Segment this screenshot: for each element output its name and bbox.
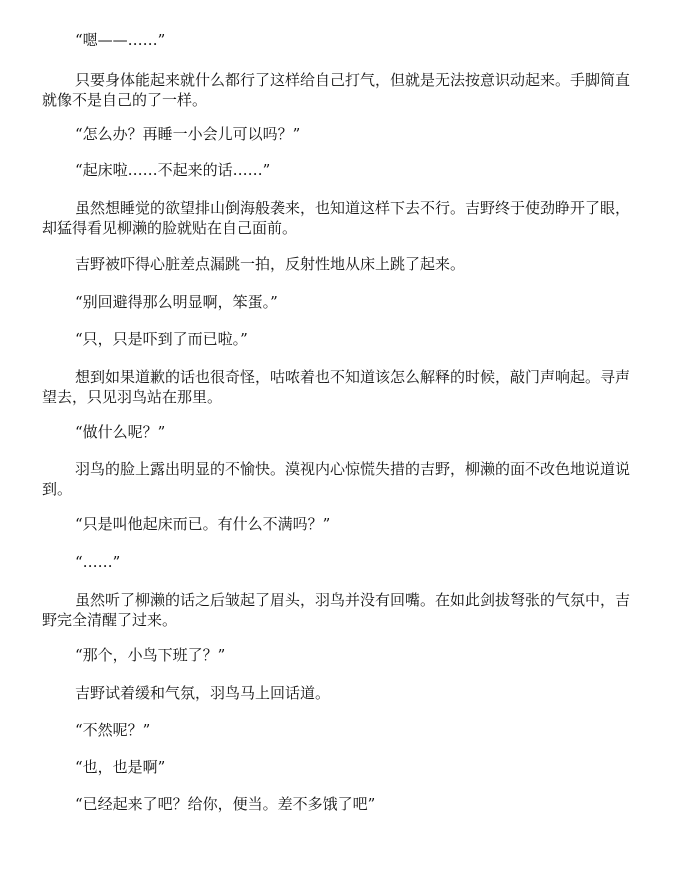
paragraph-14: 虽然听了柳濑的话之后皱起了眉头，羽鸟并没有回嘴。在如此剑拔弩张的气氛中，吉野完全清醒了过来。 — [42, 591, 631, 629]
paragraph-10: “做什么呢？” — [75, 423, 166, 441]
paragraph-12: “只是叫他起床而已。有什么不满吗？” — [75, 515, 331, 533]
paragraph-18: “也，也是啊” — [75, 758, 166, 776]
paragraph-11: 羽鸟的脸上露出明显的不愉快。漠视内心惊慌失措的吉野，柳濑的面不改色地说道说到。 — [42, 460, 631, 498]
paragraph-8: “只，只是吓到了而已啦。” — [75, 330, 248, 348]
paragraph-15: “那个，小鸟下班了？” — [75, 646, 226, 664]
paragraph-1: “嗯——……” — [75, 31, 166, 49]
paragraph-13: “……” — [75, 553, 121, 571]
paragraph-6: 吉野被吓得心脏差点漏跳一拍，反射性地从床上跳了起来。 — [75, 255, 466, 273]
paragraph-3: “怎么办？再睡一小会儿可以吗？” — [75, 125, 301, 143]
paragraph-2: 只要身体能起来就什么都行了这样给自己打气，但就是无法按意识动起来。手脚简直就像不是自己的了一样。 — [42, 71, 631, 109]
paragraph-4: “起床啦……不起来的话……” — [75, 161, 271, 179]
paragraph-17: “不然呢？” — [75, 721, 151, 739]
paragraph-9: 想到如果道歉的话也很奇怪，咕哝着也不知道该怎么解释的时候，敲门声响起。寻声望去，只见羽鸟站在那里。 — [42, 368, 631, 406]
paragraph-7: “别回避得那么明显啊，笨蛋。” — [75, 293, 278, 311]
paragraph-19: “已经起来了吧？给你，便当。差不多饿了吧” — [75, 795, 376, 813]
paragraph-5: 虽然想睡觉的欲望排山倒海般袭来，也知道这样下去不行。吉野终于使劲睁开了眼，却猛得看见柳濑的脸就贴在自己面前。 — [42, 199, 631, 237]
paragraph-16: 吉野试着缓和气氛，羽鸟马上回话道。 — [75, 684, 331, 702]
